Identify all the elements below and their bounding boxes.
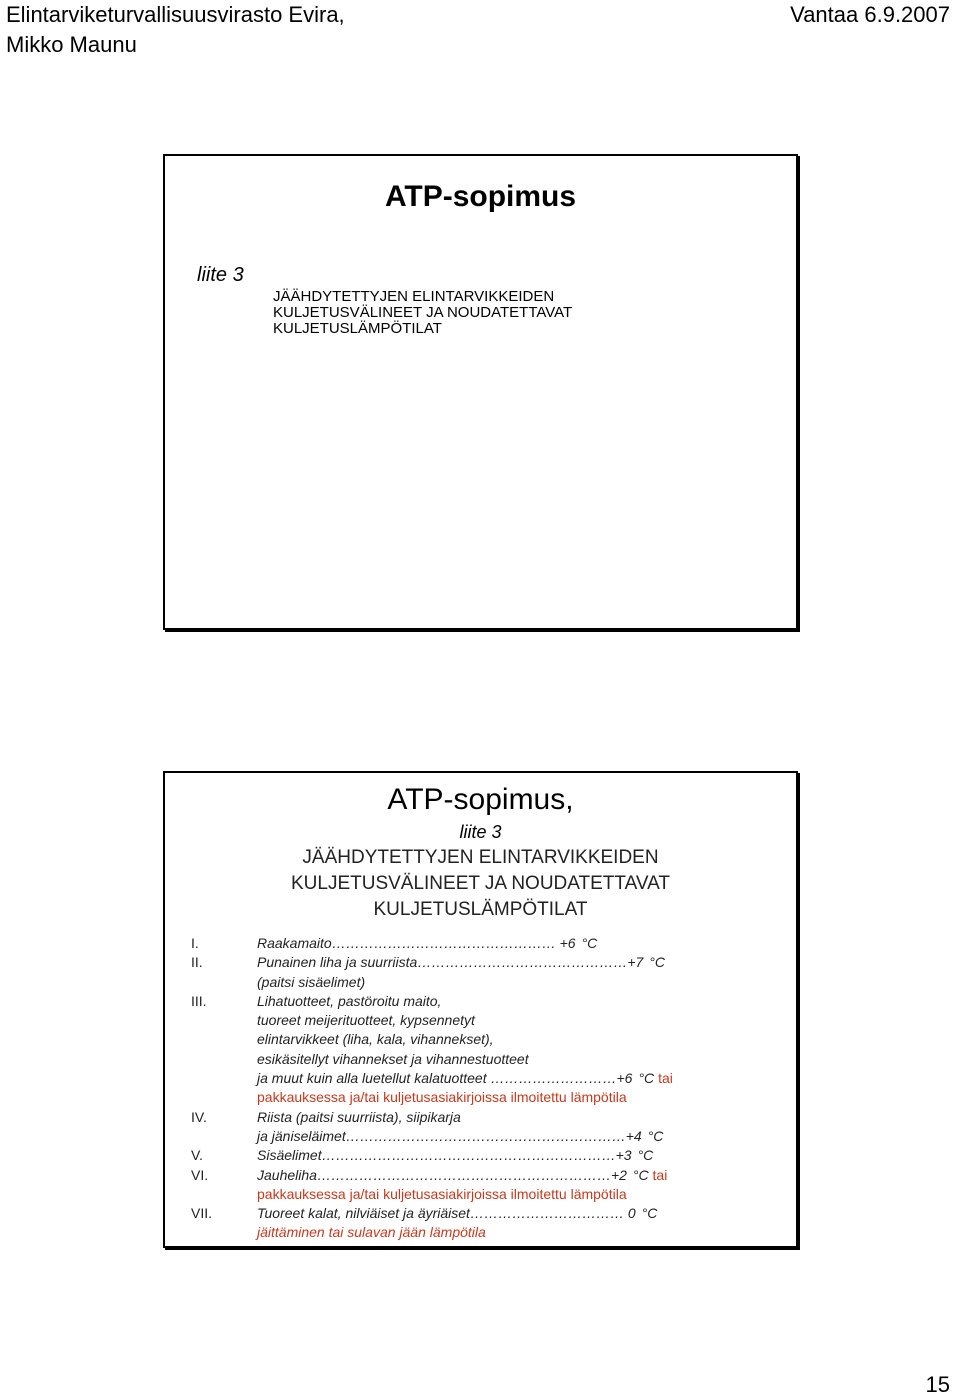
subtitle-line: KULJETUSVÄLINEET JA NOUDATETTAVAT [290, 873, 671, 894]
item-number: IV. [191, 1108, 207, 1125]
header-left [6, 2, 345, 62]
item-temp: +3 [615, 1147, 632, 1164]
header-place-date: Vantaa 6.9.2007 [790, 2, 950, 27]
item-line: Riista (paitsi suurriista), siipikarja [257, 1108, 461, 1125]
item-extra: tai [652, 1166, 668, 1183]
list-item [191, 992, 771, 1108]
item-temp: 0 [627, 1205, 636, 1222]
item-line: Punainen liha ja suurriista……………………………………… [257, 954, 628, 971]
item-number: VI. [191, 1166, 209, 1183]
item-number: VII. [191, 1205, 213, 1222]
item-number: II. [191, 954, 203, 971]
item-unit: °C [641, 1205, 658, 1222]
list-item [191, 1108, 771, 1147]
item-note: pakkauksessa ja/tai kuljetusasiakirjoissa ilmoitettu lämpötila [257, 1185, 627, 1202]
item-unit: °C [632, 1166, 649, 1183]
list-item [191, 1204, 771, 1243]
item-temp: +4 [625, 1127, 642, 1144]
slide-1-title: ATP-sopimus [384, 180, 577, 213]
slide-2-liite: liite 3 [459, 822, 502, 842]
item-line: ja jäniseläimet…………………………………………………… [257, 1127, 626, 1144]
item-number: I. [191, 935, 199, 951]
item-line: elintarvikkeet (liha, kala, vihannekset), [257, 1031, 494, 1048]
item-line: Sisäelimet……………………………………………………… [257, 1147, 616, 1164]
header-author: Mikko Maunu [6, 32, 137, 57]
item-line: ja muut kuin alla luetellut kalatuotteet ……………………… [257, 1070, 617, 1087]
subtitle-line: KULJETUSVÄLINEET JA NOUDATETTAVAT [273, 304, 573, 321]
list-item [191, 1166, 771, 1205]
item-extra: tai [658, 1070, 673, 1087]
header-org: Elintarviketurvallisuusvirasto Evira, [6, 2, 345, 27]
item-temp: +2 [610, 1166, 627, 1183]
subtitle-line: JÄÄHDYTETTYJEN ELINTARVIKKEIDEN [302, 847, 659, 868]
list-item [191, 1146, 771, 1165]
item-line: Lihatuotteet, pastöroitu maito, [257, 992, 442, 1009]
item-unit: °C [637, 1147, 654, 1164]
item-temp: +6 [616, 1070, 633, 1087]
item-unit: °C [647, 1127, 664, 1144]
item-unit: °C [649, 954, 666, 971]
item-note: pakkauksessa ja/tai kuljetusasiakirjoissa ilmoitettu lämpötila [257, 1089, 627, 1106]
page-number: 15 [925, 1372, 950, 1397]
slide-2-title: ATP-sopimus, [387, 783, 574, 816]
list-item [191, 934, 771, 953]
slide-2-subtitle [165, 845, 796, 923]
item-number: V. [191, 1147, 203, 1164]
item-note: jäittäminen tai sulavan jään lämpötila [257, 1224, 486, 1241]
item-unit: °C [638, 1070, 655, 1087]
temperature-list [191, 934, 771, 1243]
item-line: tuoreet meijerituotteet, kypsennetyt [257, 1012, 475, 1029]
item-line: esikäsitellyt vihannekset ja vihannestuotteet [257, 1050, 529, 1067]
list-item [191, 953, 771, 992]
subtitle-line: JÄÄHDYTETTYJEN ELINTARVIKKEIDEN [273, 288, 555, 305]
item-line: (paitsi sisäelimet) [257, 973, 366, 990]
item-unit: °C [581, 935, 598, 951]
slide-2 [163, 771, 798, 1248]
item-temp: +7 [627, 954, 644, 971]
item-temp: +6 [559, 935, 576, 951]
subtitle-line: KULJETUSLÄMPÖTILAT [373, 899, 588, 920]
subtitle-line: KULJETUSLÄMPÖTILAT [273, 320, 442, 337]
slide-1-liite: liite 3 [197, 264, 244, 286]
item-number: III. [191, 992, 207, 1009]
item-line: Raakamaito………………………………………… [257, 935, 556, 951]
item-line: Jauheliha……………………………………………………… [257, 1166, 611, 1183]
item-line: Tuoreet kalat, nilviäiset ja äyriäiset…………………………… [257, 1205, 624, 1222]
slide-1-subtitle [273, 289, 572, 337]
slide-1 [163, 154, 798, 630]
